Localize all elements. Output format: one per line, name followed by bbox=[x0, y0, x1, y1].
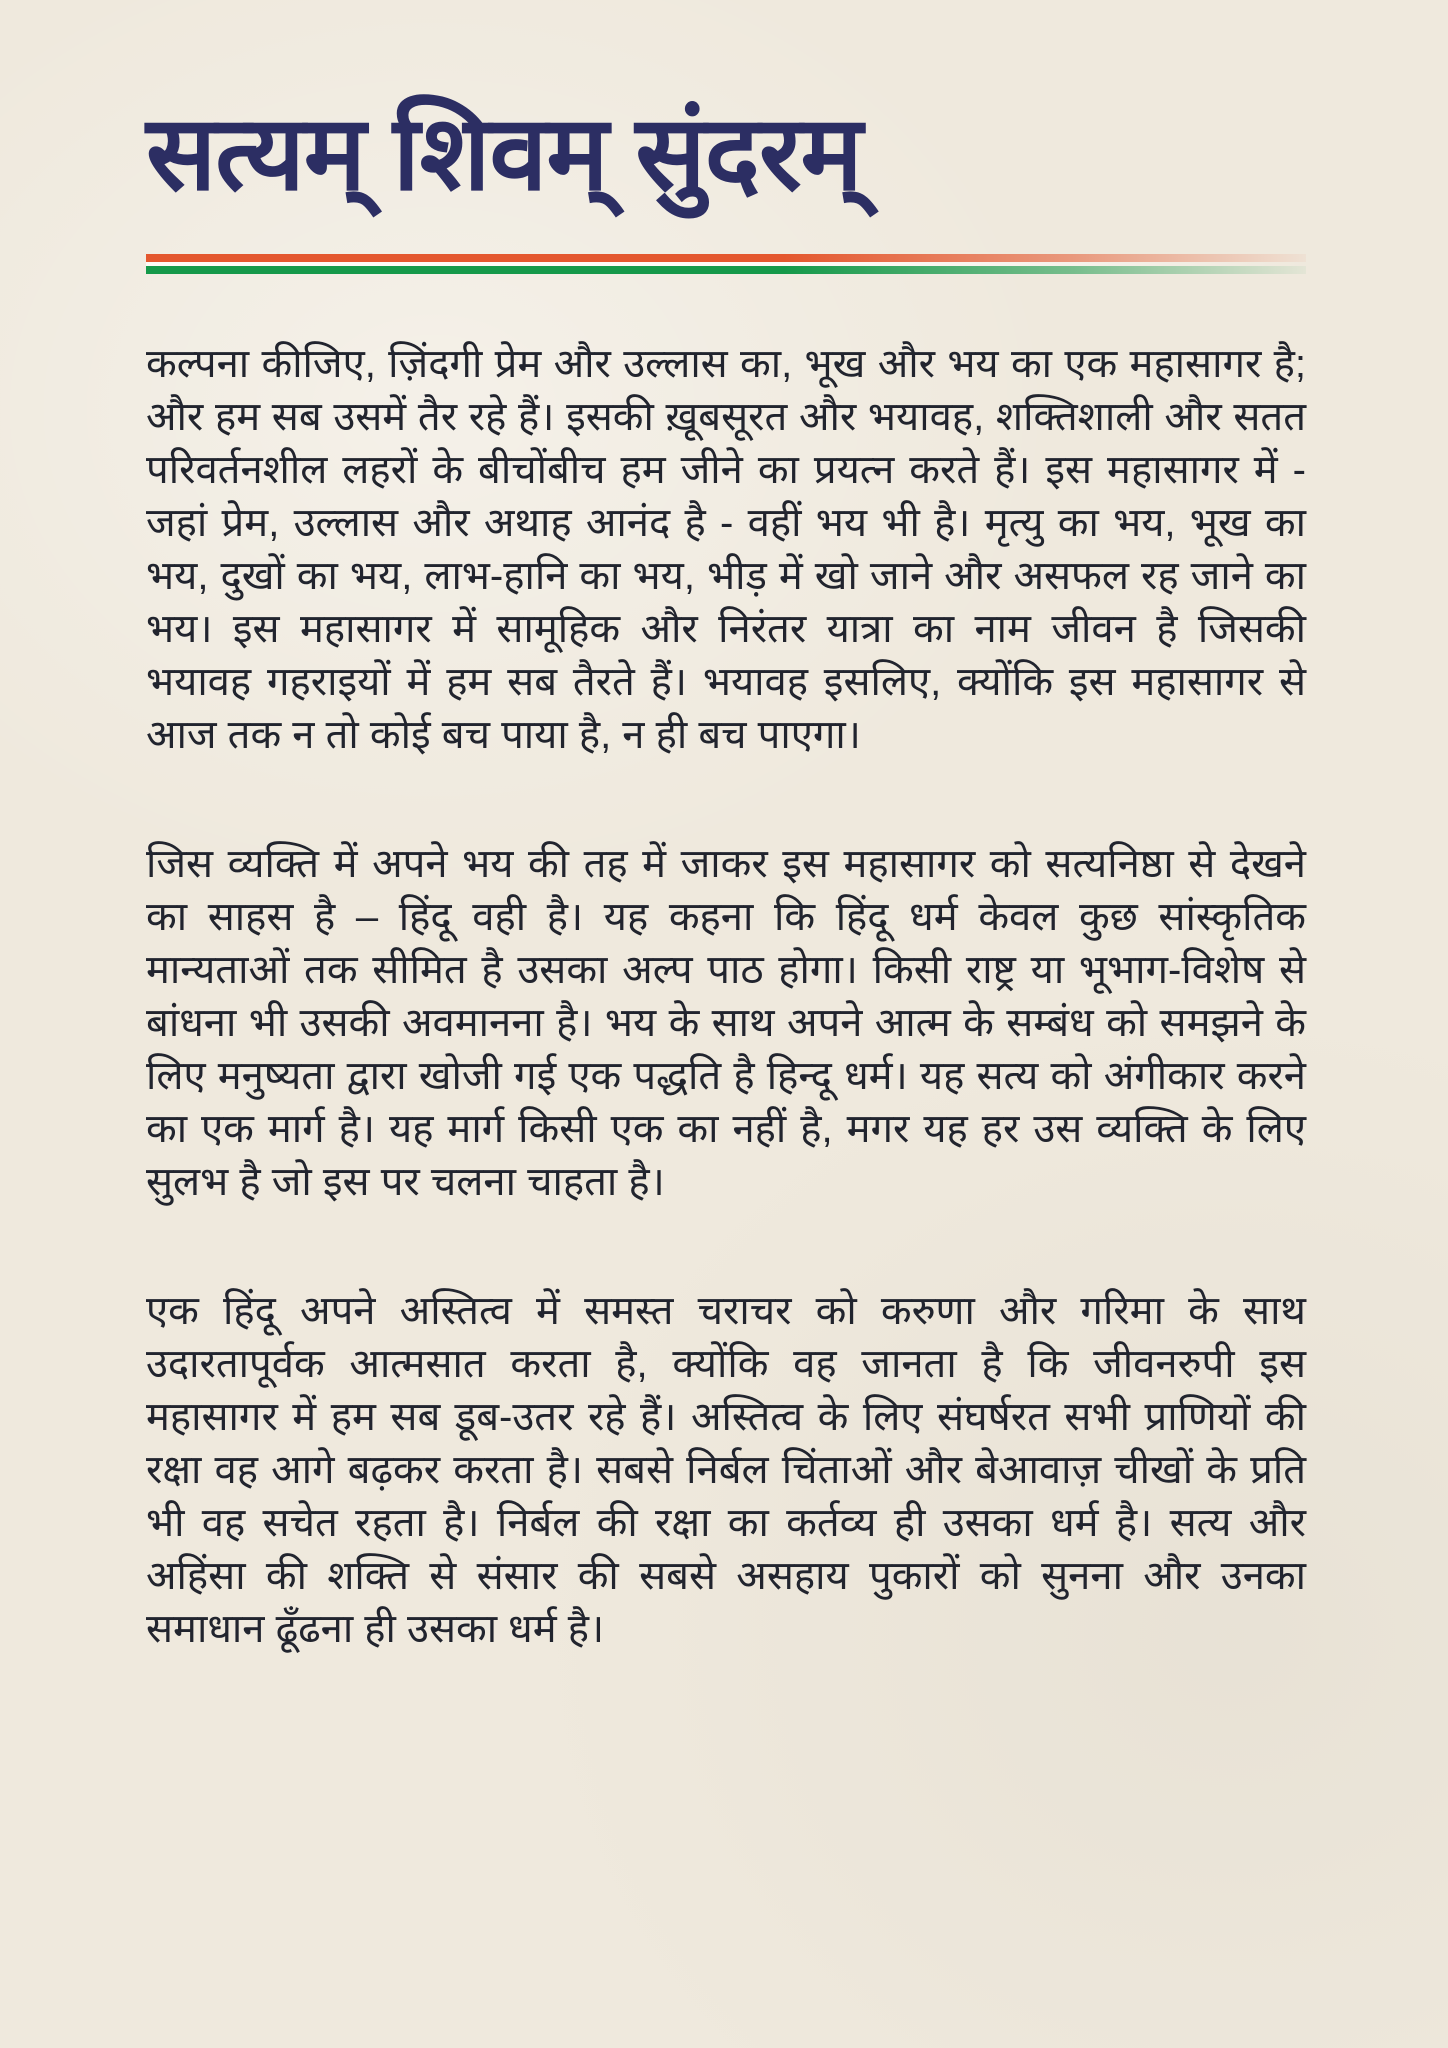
green-stripe bbox=[146, 266, 1306, 274]
paragraph-3: एक हिंदू अपने अस्तित्व में समस्त चराचर को करुणा और गरिमा के साथ उदारतापूर्वक आत्मसात करता है, क्योंकि वह जानता है कि जीवनरुपी इस महासागर में हम सब डूब-उतर रहे हैं। अस्तित्व के लिए संघर्षरत सभी प्राणियों की रक्षा वह आगे बढ़कर करता है। सबसे निर्बल चिंताओं और बेआवाज़ चीखों के प्रति भी वह सचेत रहता है। निर्बल की रक्षा का कर्तव्य ही उसका धर्म है। सत्य और अहिंसा की शक्ति से संसार की सबसे असहाय पुकारों को सुनना और उनका समाधान ढूँढना ही उसका धर्म है। bbox=[146, 1289, 1306, 1652]
article-body bbox=[146, 338, 1306, 1656]
paragraph-2: जिस व्यक्ति में अपने भय की तह में जाकर इस महासागर को सत्यनिष्ठा से देखने का साहस है – हिंदू वही है। यह कहना कि हिंदू धर्म केवल कुछ सांस्कृतिक मान्यताओं तक सीमित है उसका अल्प पाठ होगा। किसी राष्ट्र या भूभाग-विशेष से बांधना भी उसकी अवमानना है। भय के साथ अपने आत्म के सम्बंध को समझने के लिए मनुष्यता द्वारा खोजी गई एक पद्धति है हिन्दू धर्म। यह सत्य को अंगीकार करने का एक मार्ग है। यह मार्ग किसी एक का नहीं है, मगर यह हर उस व्यक्ति के लिए सुलभ है जो इस पर चलना चाहता है। bbox=[146, 842, 1306, 1205]
tricolor-divider bbox=[146, 254, 1306, 274]
paragraph-1: कल्पना कीजिए, ज़िंदगी प्रेम और उल्लास का, भूख और भय का एक महासागर है; और हम सब उसमें तैर रहे हैं। इसकी ख़ूबसूरत और भयावह, शक्तिशाली और सतत परिवर्तनशील लहरों के बीचोंबीच हम जीने का प्रयत्न करते हैं। इस महासागर में - जहां प्रेम, उल्लास और अथाह आनंद है - वहीं भय भी है। मृत्यु का भय, भूख का भय, दुखों का भय, लाभ-हानि का भय, भीड़ में खो जाने और असफल रह जाने का भय। इस महासागर में सामूहिक और निरंतर यात्रा का नाम जीवन है जिसकी भयावह गहराइयों में हम सब तैरते हैं। भयावह इसलिए, क्योंकि इस महासागर से आज तक न तो कोई बच पाया है, न ही बच पाएगा। bbox=[146, 342, 1306, 758]
saffron-stripe bbox=[146, 254, 1306, 262]
page-title: सत्यम् शिवम् सुंदरम् bbox=[146, 96, 862, 212]
